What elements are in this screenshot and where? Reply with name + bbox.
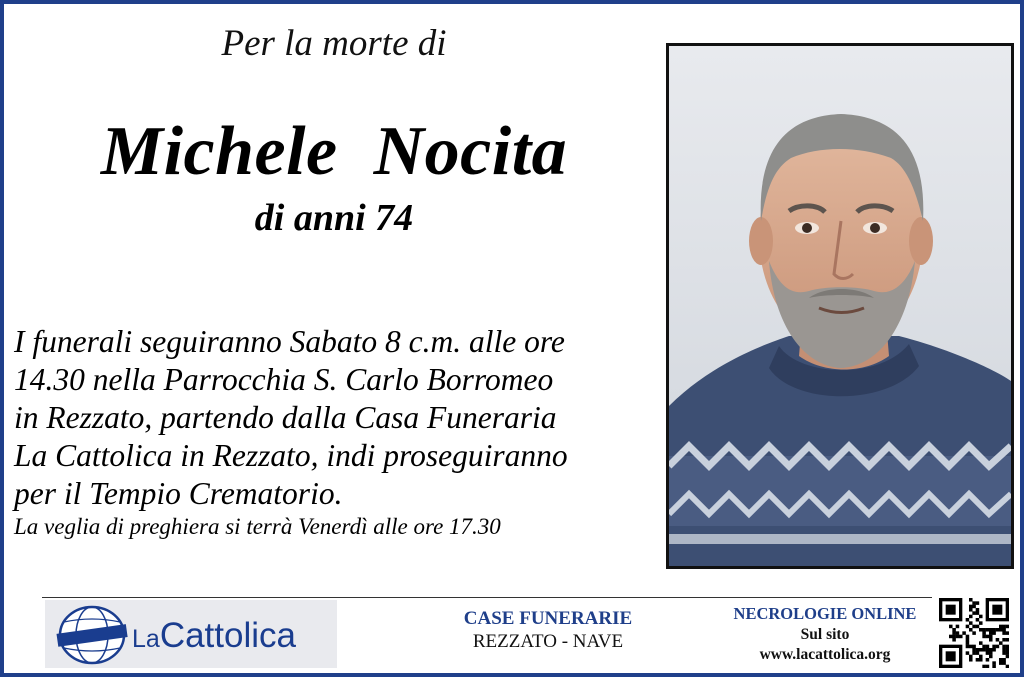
vigil-details: La veglia di preghiera si terrà Venerdì alle ore 17.30: [14, 514, 501, 539]
case-funerarie-locations: REZZATO - NAVE: [472, 631, 624, 652]
qr-code-icon[interactable]: [939, 598, 1009, 668]
website-link[interactable]: www.lacattolica.org: [759, 646, 891, 663]
logo-prefix: La: [132, 625, 160, 653]
logo-brand-name: Cattolica: [159, 616, 296, 655]
necrologie-title: NECROLOGIE ONLINE: [733, 604, 917, 623]
logo-wordmark: [132, 616, 296, 656]
portrait-photo: [666, 43, 1014, 569]
la-cattolica-logo: [45, 600, 337, 668]
footer-divider: [42, 597, 932, 598]
funeral-details: I funerali seguiranno Sabato 8 c.m. alle ore 14.30 nella Parrocchia S. Carlo Borromeo in Rezzato, partendo dalla Casa Funeraria La Cattolica in Rezzato, indi proseguiranno per il Tempio Crematorio.: [14, 324, 568, 511]
case-funerarie-title: CASE FUNERARIE: [463, 608, 633, 629]
intro-text: Per la morte di: [221, 23, 447, 64]
globe-seal-icon: [53, 604, 131, 666]
portrait-illustration: [669, 46, 1011, 566]
deceased-name: Michele Nocita: [100, 113, 568, 190]
deceased-age: di anni 74: [254, 197, 414, 239]
necrologie-block: [710, 604, 940, 664]
necrologie-line: Sul sito: [800, 626, 850, 643]
case-funerarie-block: [418, 608, 678, 653]
